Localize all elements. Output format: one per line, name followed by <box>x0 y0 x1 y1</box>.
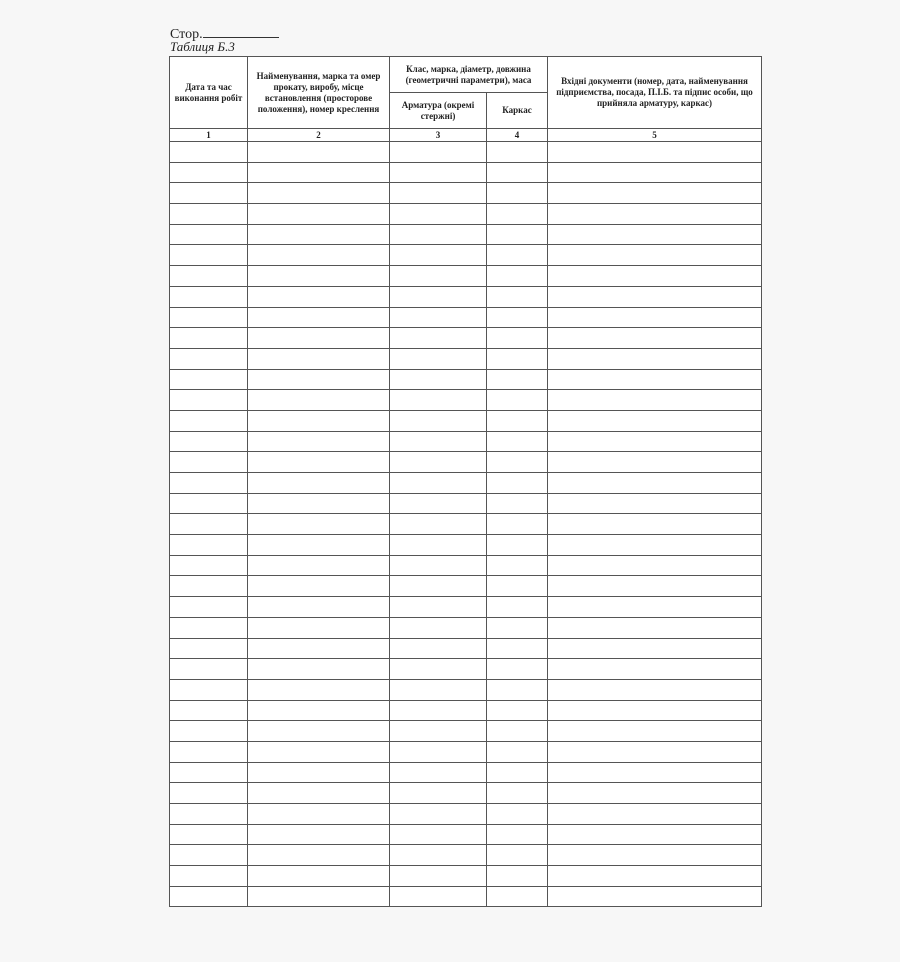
table-cell[interactable] <box>390 266 487 287</box>
table-cell[interactable] <box>170 369 248 390</box>
table-cell[interactable] <box>548 741 762 762</box>
table-cell[interactable] <box>548 597 762 618</box>
table-cell[interactable] <box>170 659 248 680</box>
table-cell[interactable] <box>170 473 248 494</box>
table-cell[interactable] <box>170 617 248 638</box>
table-cell[interactable] <box>548 204 762 225</box>
table-cell[interactable] <box>248 266 390 287</box>
table-cell[interactable] <box>548 183 762 204</box>
table-row <box>170 514 762 535</box>
table-cell[interactable] <box>548 576 762 597</box>
table-cell[interactable] <box>390 183 487 204</box>
column-number: 3 <box>390 129 487 142</box>
table-cell[interactable] <box>390 845 487 866</box>
table-row <box>170 783 762 804</box>
table-cell[interactable] <box>248 162 390 183</box>
table-row <box>170 162 762 183</box>
table-cell[interactable] <box>548 679 762 700</box>
table-row <box>170 245 762 266</box>
table-cell[interactable] <box>390 204 487 225</box>
table-cell[interactable] <box>390 866 487 887</box>
table-cell[interactable] <box>170 762 248 783</box>
table-cell[interactable] <box>248 183 390 204</box>
page-label: Стор. <box>170 27 203 42</box>
table-cell[interactable] <box>548 721 762 742</box>
table-cell[interactable] <box>548 390 762 411</box>
table-cell[interactable] <box>170 224 248 245</box>
table-cell[interactable] <box>548 452 762 473</box>
table-cell[interactable] <box>248 555 390 576</box>
table-cell[interactable] <box>548 348 762 369</box>
table-cell[interactable] <box>487 348 548 369</box>
table-cell[interactable] <box>487 514 548 535</box>
table-row <box>170 576 762 597</box>
table-cell[interactable] <box>548 866 762 887</box>
header-item-name: Найменування, марка та омер прокату, виробу, місце встановлення (просторове положення), номер креслення <box>248 57 390 129</box>
header-rebar: Арматура (окремі стержні) <box>390 93 487 129</box>
table-row <box>170 307 762 328</box>
table-cell[interactable] <box>487 721 548 742</box>
table-cell[interactable] <box>170 348 248 369</box>
table-cell[interactable] <box>170 266 248 287</box>
table-cell[interactable] <box>248 473 390 494</box>
table-cell[interactable] <box>548 762 762 783</box>
table-cell[interactable] <box>548 700 762 721</box>
table-cell[interactable] <box>248 721 390 742</box>
table-cell[interactable] <box>548 245 762 266</box>
table-cell[interactable] <box>390 473 487 494</box>
table-cell[interactable] <box>390 597 487 618</box>
table-cell[interactable] <box>390 493 487 514</box>
table-cell[interactable] <box>390 659 487 680</box>
table-cell[interactable] <box>487 824 548 845</box>
table-cell[interactable] <box>548 824 762 845</box>
table-cell[interactable] <box>170 452 248 473</box>
table-cell[interactable] <box>170 183 248 204</box>
table-row <box>170 431 762 452</box>
table-cell[interactable] <box>170 638 248 659</box>
table-row <box>170 348 762 369</box>
table-cell[interactable] <box>487 535 548 556</box>
table-cell[interactable] <box>390 162 487 183</box>
table-cell[interactable] <box>390 142 487 163</box>
table-cell[interactable] <box>248 410 390 431</box>
table-cell[interactable] <box>487 369 548 390</box>
table-cell[interactable] <box>248 369 390 390</box>
header-parameters-group: Клас, марка, діаметр, довжина (геометричні параметри), маса <box>390 57 548 93</box>
table-cell[interactable] <box>170 142 248 163</box>
table-cell[interactable] <box>548 473 762 494</box>
table-cell[interactable] <box>248 514 390 535</box>
table-cell[interactable] <box>487 597 548 618</box>
table-cell[interactable] <box>170 700 248 721</box>
table-cell[interactable] <box>248 762 390 783</box>
table-row <box>170 410 762 431</box>
table-cell[interactable] <box>487 741 548 762</box>
table-cell[interactable] <box>170 783 248 804</box>
table-cell[interactable] <box>170 286 248 307</box>
page-number-blank[interactable] <box>203 24 279 38</box>
table-cell[interactable] <box>248 597 390 618</box>
table-cell[interactable] <box>390 576 487 597</box>
table-cell[interactable] <box>487 266 548 287</box>
table-cell[interactable] <box>248 679 390 700</box>
table-cell[interactable] <box>170 328 248 349</box>
table-cell[interactable] <box>248 845 390 866</box>
table-cell[interactable] <box>170 845 248 866</box>
table-cell[interactable] <box>170 245 248 266</box>
table-cell[interactable] <box>248 638 390 659</box>
table-row <box>170 390 762 411</box>
table-cell[interactable] <box>548 845 762 866</box>
table-cell[interactable] <box>548 431 762 452</box>
table-cell[interactable] <box>248 224 390 245</box>
table-cell[interactable] <box>548 617 762 638</box>
table-cell[interactable] <box>548 307 762 328</box>
table-cell[interactable] <box>170 741 248 762</box>
table-cell[interactable] <box>248 866 390 887</box>
table-row <box>170 659 762 680</box>
table-cell[interactable] <box>390 783 487 804</box>
table-cell[interactable] <box>248 431 390 452</box>
table-cell[interactable] <box>248 783 390 804</box>
table-cell[interactable] <box>170 555 248 576</box>
table-cell[interactable] <box>170 804 248 825</box>
journal-table <box>169 56 762 907</box>
table-cell[interactable] <box>170 866 248 887</box>
table-caption: Таблиця Б.3 <box>170 39 235 54</box>
table-cell[interactable] <box>170 431 248 452</box>
table-row <box>170 142 762 163</box>
table-cell[interactable] <box>248 348 390 369</box>
table-cell[interactable] <box>548 535 762 556</box>
table-cell[interactable] <box>390 410 487 431</box>
table-cell[interactable] <box>248 824 390 845</box>
table-cell[interactable] <box>390 824 487 845</box>
table-row <box>170 762 762 783</box>
table-row <box>170 328 762 349</box>
table-row <box>170 452 762 473</box>
table-cell[interactable] <box>548 638 762 659</box>
table-row <box>170 286 762 307</box>
table-cell[interactable] <box>548 493 762 514</box>
table-cell[interactable] <box>487 431 548 452</box>
table-cell[interactable] <box>487 204 548 225</box>
table-cell[interactable] <box>170 721 248 742</box>
table-cell[interactable] <box>390 700 487 721</box>
table-row <box>170 266 762 287</box>
table-row <box>170 369 762 390</box>
table-cell[interactable] <box>248 142 390 163</box>
table-cell[interactable] <box>170 493 248 514</box>
table-row <box>170 204 762 225</box>
table-cell[interactable] <box>487 142 548 163</box>
table-cell[interactable] <box>390 741 487 762</box>
table-cell[interactable] <box>487 700 548 721</box>
table-cell[interactable] <box>170 576 248 597</box>
table-cell[interactable] <box>170 410 248 431</box>
table-cell[interactable] <box>170 597 248 618</box>
table-cell[interactable] <box>390 328 487 349</box>
table-row <box>170 493 762 514</box>
table-row <box>170 555 762 576</box>
table-cell[interactable] <box>170 679 248 700</box>
table-cell[interactable] <box>548 369 762 390</box>
table-row <box>170 617 762 638</box>
table-cell[interactable] <box>248 204 390 225</box>
table-cell[interactable] <box>248 245 390 266</box>
table-cell[interactable] <box>548 886 762 907</box>
table-cell[interactable] <box>487 162 548 183</box>
column-number: 2 <box>248 129 390 142</box>
table-cell[interactable] <box>487 328 548 349</box>
table-cell[interactable] <box>487 473 548 494</box>
table-cell[interactable] <box>487 659 548 680</box>
table-cell[interactable] <box>487 886 548 907</box>
table-cell[interactable] <box>390 369 487 390</box>
table-cell[interactable] <box>248 804 390 825</box>
table-cell[interactable] <box>487 679 548 700</box>
table-cell[interactable] <box>170 307 248 328</box>
table-row <box>170 824 762 845</box>
table-cell[interactable] <box>390 286 487 307</box>
table-row <box>170 845 762 866</box>
table-cell[interactable] <box>390 348 487 369</box>
table-cell[interactable] <box>248 328 390 349</box>
table-cell[interactable] <box>248 659 390 680</box>
table-cell[interactable] <box>548 783 762 804</box>
column-numbers-row <box>170 129 762 142</box>
table-cell[interactable] <box>548 555 762 576</box>
table-cell[interactable] <box>487 638 548 659</box>
table-cell[interactable] <box>487 307 548 328</box>
table-cell[interactable] <box>170 162 248 183</box>
table-cell[interactable] <box>487 617 548 638</box>
header-input-documents: Вхідні документи (номер, дата, найменування підприємства, посада, П.І.Б. та підпис особи, що прийняла арматуру, каркас) <box>548 57 762 129</box>
table-cell[interactable] <box>548 286 762 307</box>
table-cell[interactable] <box>548 514 762 535</box>
table-cell[interactable] <box>548 142 762 163</box>
header-cage: Каркас <box>487 93 548 129</box>
header-date-time: Дата та час виконання робіт <box>170 57 248 129</box>
table-cell[interactable] <box>390 307 487 328</box>
table-cell[interactable] <box>548 410 762 431</box>
table-cell[interactable] <box>390 555 487 576</box>
table-cell[interactable] <box>170 886 248 907</box>
table-cell[interactable] <box>548 266 762 287</box>
table-cell[interactable] <box>390 762 487 783</box>
column-number: 1 <box>170 129 248 142</box>
table-cell[interactable] <box>170 514 248 535</box>
table-cell[interactable] <box>390 721 487 742</box>
table-cell[interactable] <box>248 535 390 556</box>
table-cell[interactable] <box>487 783 548 804</box>
table-cell[interactable] <box>487 493 548 514</box>
table-row <box>170 804 762 825</box>
table-cell[interactable] <box>390 431 487 452</box>
table-row <box>170 473 762 494</box>
table-cell[interactable] <box>390 638 487 659</box>
table-cell[interactable] <box>248 390 390 411</box>
table-row <box>170 886 762 907</box>
table-row <box>170 183 762 204</box>
table-row <box>170 224 762 245</box>
table-cell[interactable] <box>248 617 390 638</box>
table-cell[interactable] <box>170 535 248 556</box>
table-cell[interactable] <box>170 204 248 225</box>
table-cell[interactable] <box>248 452 390 473</box>
table-row <box>170 721 762 742</box>
table-row <box>170 535 762 556</box>
table-cell[interactable] <box>248 307 390 328</box>
table-row <box>170 741 762 762</box>
table-cell[interactable] <box>390 535 487 556</box>
table-cell[interactable] <box>390 390 487 411</box>
table-cell[interactable] <box>487 762 548 783</box>
table-cell[interactable] <box>487 410 548 431</box>
table-row <box>170 679 762 700</box>
table-cell[interactable] <box>548 224 762 245</box>
table-cell[interactable] <box>390 514 487 535</box>
table-cell[interactable] <box>248 886 390 907</box>
table-cell[interactable] <box>390 245 487 266</box>
table-cell[interactable] <box>487 286 548 307</box>
table-cell[interactable] <box>248 286 390 307</box>
table-cell[interactable] <box>548 659 762 680</box>
table-cell[interactable] <box>487 183 548 204</box>
table-cell[interactable] <box>390 452 487 473</box>
table-cell[interactable] <box>390 679 487 700</box>
table-cell[interactable] <box>390 224 487 245</box>
table-cell[interactable] <box>390 886 487 907</box>
table-cell[interactable] <box>248 741 390 762</box>
table-row <box>170 700 762 721</box>
table-cell[interactable] <box>170 390 248 411</box>
table-row <box>170 638 762 659</box>
table-cell[interactable] <box>487 576 548 597</box>
table-cell[interactable] <box>487 245 548 266</box>
table-cell[interactable] <box>487 390 548 411</box>
table-cell[interactable] <box>487 804 548 825</box>
table-cell[interactable] <box>390 804 487 825</box>
table-cell[interactable] <box>170 824 248 845</box>
column-number: 5 <box>548 129 762 142</box>
table-cell[interactable] <box>248 700 390 721</box>
table-cell[interactable] <box>487 224 548 245</box>
table-cell[interactable] <box>248 576 390 597</box>
table-cell[interactable] <box>487 866 548 887</box>
table-row <box>170 597 762 618</box>
table-cell[interactable] <box>487 452 548 473</box>
table-cell[interactable] <box>487 555 548 576</box>
table-cell[interactable] <box>487 845 548 866</box>
column-number: 4 <box>487 129 548 142</box>
table-cell[interactable] <box>548 804 762 825</box>
table-cell[interactable] <box>548 328 762 349</box>
table-cell[interactable] <box>390 617 487 638</box>
table-cell[interactable] <box>548 162 762 183</box>
table-row <box>170 866 762 887</box>
table-cell[interactable] <box>248 493 390 514</box>
